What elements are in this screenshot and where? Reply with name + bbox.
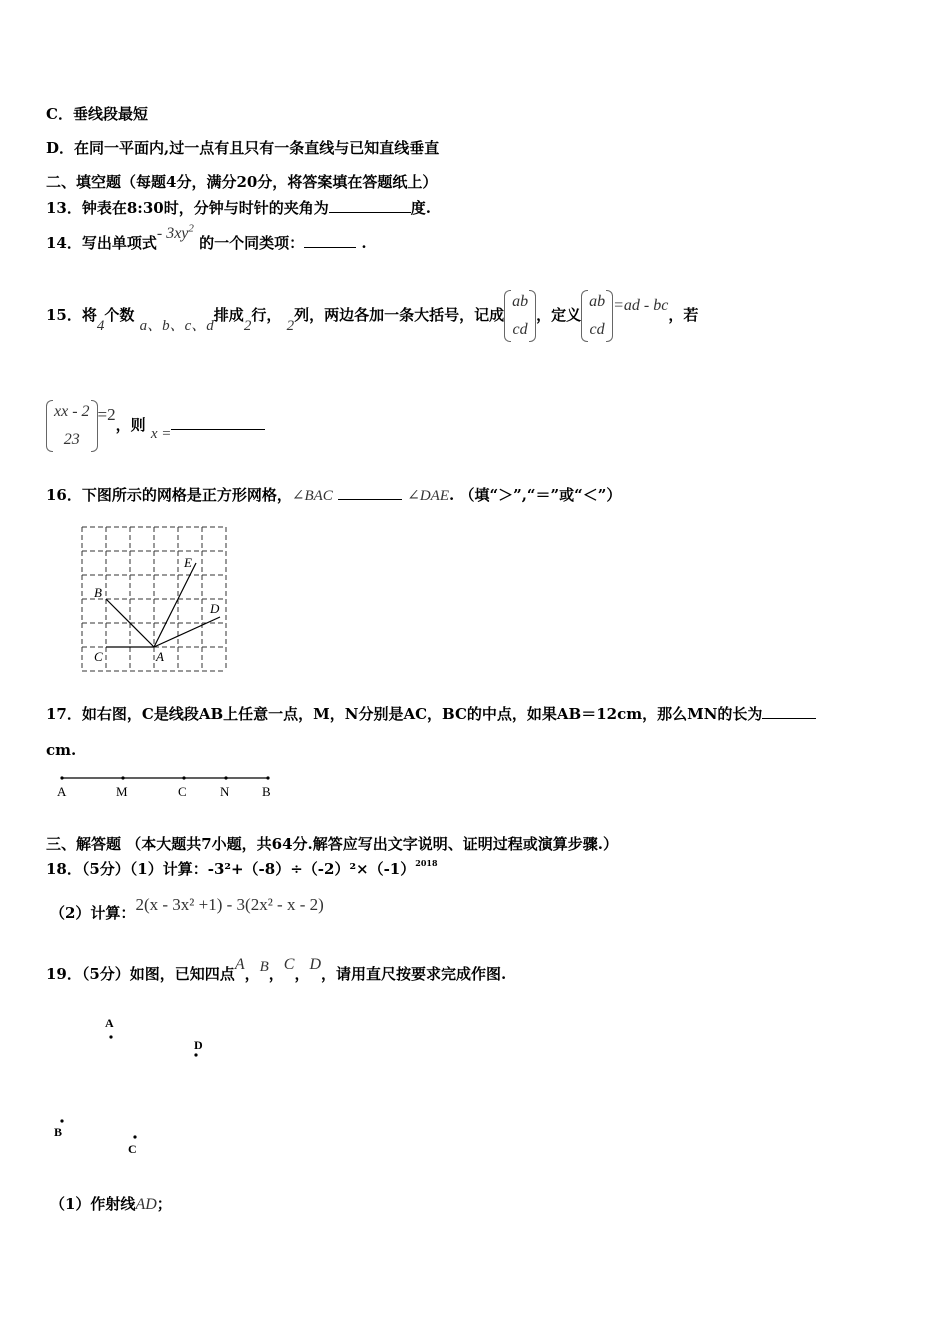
question-18-part2: （2）计算：2(x - 3x² +1) - 3(2x² - x - 2) bbox=[50, 895, 324, 922]
point-M-label: M bbox=[116, 784, 128, 799]
point-C-label: C bbox=[128, 1142, 137, 1156]
label-C: C bbox=[94, 649, 103, 664]
question-14: 14．写出单项式- $3xy^2$ 的一个同类项： . bbox=[46, 222, 367, 252]
question-19: 19．（5分）如图，已知四点A，B，C，D，请用直尺按要求完成作图. bbox=[46, 956, 507, 983]
point-C-label: C bbox=[178, 784, 187, 799]
point-D-label: D bbox=[194, 1038, 203, 1052]
option-d: D．在同一平面内,过一点有且只有一条直线与已知直线垂直 bbox=[46, 139, 440, 157]
answer-blank-14[interactable] bbox=[304, 232, 356, 248]
segment-figure bbox=[54, 770, 278, 802]
point-B bbox=[60, 1119, 63, 1122]
section-2-heading: 二、填空题（每题4分，满分20分，将答案填在答题纸上） bbox=[46, 173, 438, 191]
point-A bbox=[109, 1035, 112, 1038]
four-points-figure bbox=[50, 1010, 220, 1160]
option-c: C．垂线段最短 bbox=[46, 105, 148, 123]
answer-blank-13[interactable] bbox=[329, 197, 411, 213]
question-19-step1: （1）作射线AD； bbox=[50, 1195, 172, 1213]
point-B-label: B bbox=[262, 784, 271, 799]
answer-blank-15[interactable] bbox=[171, 414, 265, 430]
point-C bbox=[133, 1135, 136, 1138]
grid-figure bbox=[80, 525, 230, 673]
question-13: 13．钟表在8:30时，分钟与时针的夹角为 度. bbox=[46, 199, 431, 217]
question-17: 17．如右图，C是线段AB上任意一点，M，N分别是AC，BC的中点，如果AB＝12cm，那么MN的长为 bbox=[46, 703, 816, 724]
section-3-heading: 三、解答题 （本大题共7小题，共64分.解答应写出文字说明、证明过程或演算步骤.） bbox=[46, 835, 618, 853]
segment-AE bbox=[154, 563, 196, 647]
point-N-label: N bbox=[220, 784, 230, 799]
point-B-label: B bbox=[54, 1125, 63, 1139]
point-A-label: A bbox=[57, 784, 67, 799]
question-15-line1: 15．将4个数 a、b、c、d排成2行， 2列，两边各加一条大括号，记成 ab cd ，定义 ab cd =ad - bc，若 bbox=[46, 288, 698, 344]
matrix-equation: xx - 2 23 bbox=[46, 398, 98, 454]
answer-blank-16[interactable] bbox=[338, 484, 402, 500]
question-16: 16．下图所示的网格是正方形网格，∠BAC ∠DAE. （填“＞”,“＝”或“＜”） bbox=[46, 486, 622, 504]
question-18-part1: 18．（5分）（1）计算：$-3^2+(-8)\div(-2)^2\times(-1)^{2018}$ bbox=[46, 858, 438, 878]
answer-blank-17[interactable] bbox=[762, 703, 816, 719]
label-D: D bbox=[210, 601, 220, 616]
question-17-unit: cm. bbox=[46, 741, 77, 759]
question-15-line2: xx - 2 23 =2，则 x = bbox=[46, 398, 265, 454]
label-A: A bbox=[156, 649, 164, 664]
point-A-label: A bbox=[105, 1016, 114, 1030]
point-D bbox=[194, 1053, 197, 1056]
matrix-notation: ab cd bbox=[504, 288, 536, 344]
label-E: E bbox=[184, 555, 192, 570]
matrix-definition: ab cd bbox=[581, 288, 613, 344]
label-B: B bbox=[94, 585, 102, 600]
segment-AD bbox=[154, 617, 220, 647]
